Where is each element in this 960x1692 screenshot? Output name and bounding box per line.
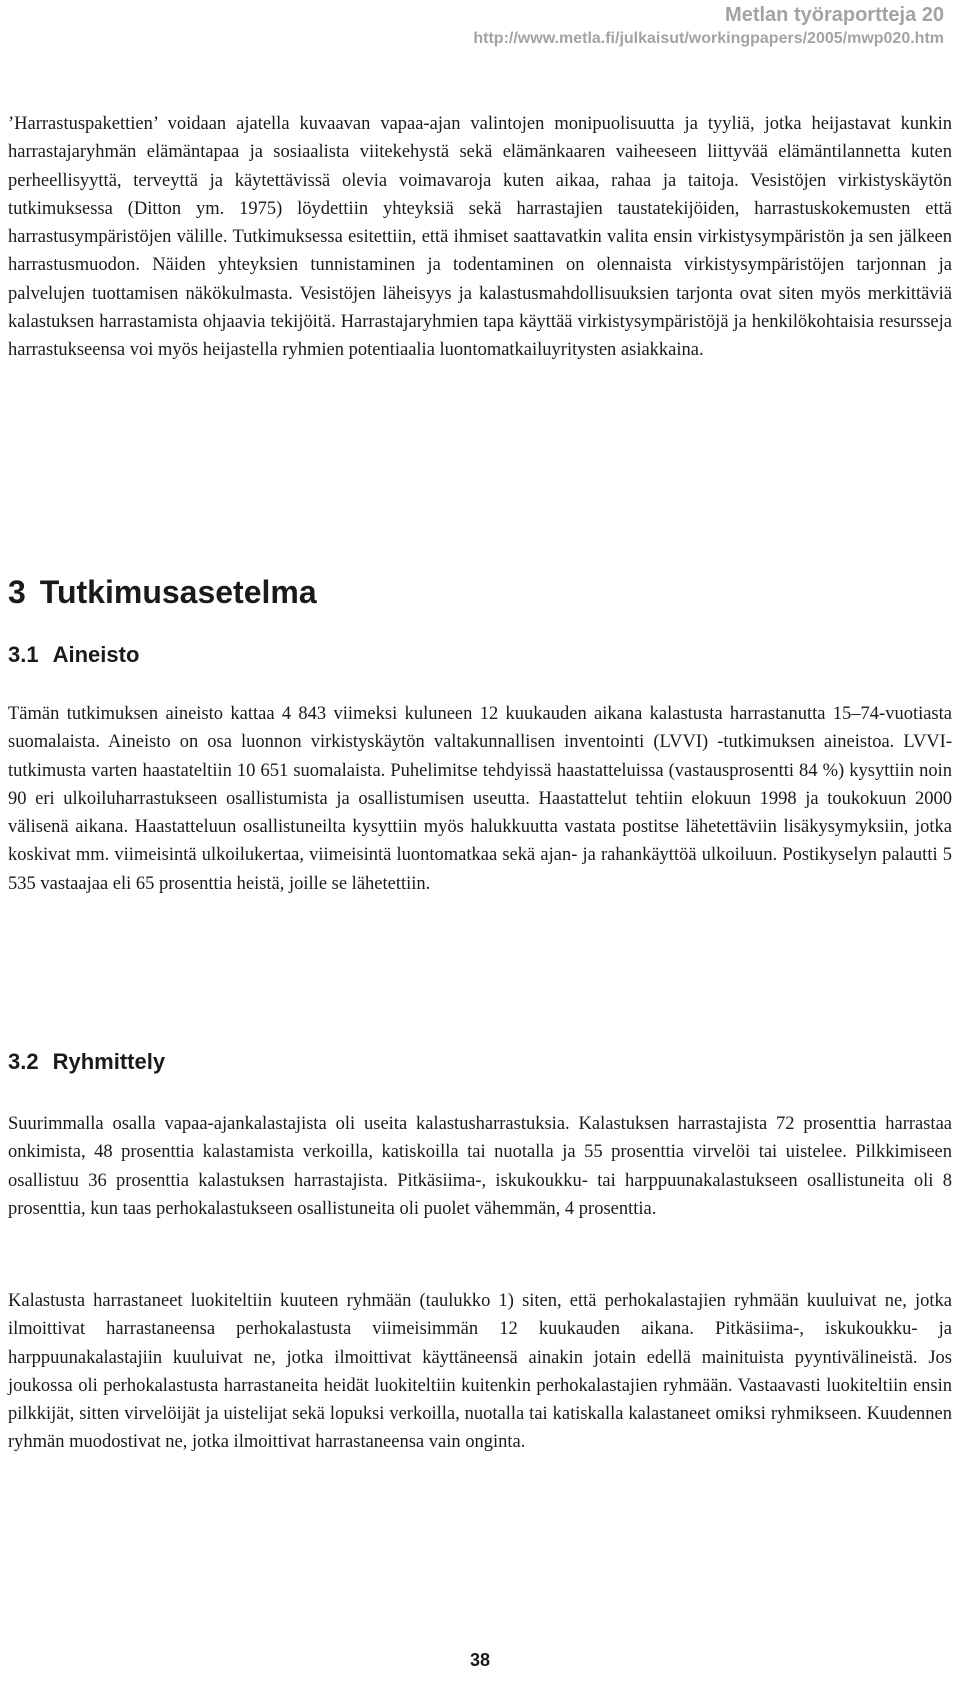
section-number: 3 bbox=[8, 574, 26, 610]
ryhmittely-paragraph-2: Kalastusta harrastaneet luokiteltiin kuuteen ryhmään (taulukko 1) siten, että perhokalastajien ryhmään kuuluivat ne, jotka ilmoittivat harrastaneensa perhokalastusta viimeisimmän 12 kuukauden aikana. Pitkäsiima-, iskukoukku- ja harppuunakalastajiin kuuluivat ne, jotka ilmoittivat käyttäneensä ainakin jotain edellä mainituista pyyntivälineistä. Jos joukossa oli perhokalastusta harrastaneita heidät luokiteltiin kuitenkin perhokalastajien ryhmään. Vastaavasti luokiteltiin ensin pilkkijät, sitten virvelöijät ja uistelijat sekä lopuksi verkoilla, nuotalla tai katiskalla kalastaneet omiksi ryhmikseen. Kuudennen ryhmän muodostivat ne, jotka ilmoittivat harrastaneensa vain onginta. bbox=[8, 1291, 952, 1453]
section-heading bbox=[8, 572, 317, 612]
subsection-number: 3.1 bbox=[8, 642, 39, 667]
series-title: Metlan työraportteja 20 bbox=[725, 4, 944, 26]
running-header bbox=[473, 2, 944, 50]
subsection-title: Aineisto bbox=[52, 642, 140, 667]
subsection-title: Ryhmittely bbox=[52, 1049, 166, 1074]
subsection-heading-ryhmittely bbox=[8, 1047, 165, 1077]
aineisto-paragraph: Tämän tutkimuksen aineisto kattaa 4 843 viimeksi kuluneen 12 kuukauden aikana kalastusta harrastanutta 15–74-vuotiasta suomalaista. Aineisto on osa luonnon virkistyskäytön valtakunnallisen inventointi (LVVI) -tutkimuksen aineistoa. LVVI-tutkimusta varten haastateltiin 10 651 suomalaista. Puhelimitse tehdyissä haastatteluissa (vastausprosentti 84 %) kysyttiin noin 90 eri ulkoiluharrastukseen osallistumista ja osallistumisen useutta. Haastattelut tehtiin elokuun 1998 ja toukokuun 2000 välisenä aikana. Haastatteluun osallistuneilta kysyttiin myös halukkuutta vastata postitse lähetettäviin lisäkysymyksiin, jotka koskivat mm. viimeisintä ulkoilukertaa, viimeisintä luontomatkaa sekä ajan- ja rahankäyttöä ulkoiluun. Postikyselyn palautti 5 535 vastaajaa eli 65 prosenttia heistä, joille se lähetettiin. bbox=[8, 704, 952, 894]
document-page bbox=[8, 0, 952, 1692]
ryhmittely-paragraph-1: Suurimmalla osalla vapaa-ajankalastajista oli useita kalastusharrastuksia. Kalastuksen harrastajista 72 prosenttia harrastaa onkimista, 48 prosenttia kalastamista verkoilla, katiskoilla tai nuotalla ja 55 prosenttia virvelöi tai uistelee. Pilkkimiseen osallistuu 36 prosenttia kalastuksen harrastajista. Pitkäsiima-, iskukoukku- tai harppuunakalastukseen osallistuneita oli 8 prosenttia, kun taas perhokalastukseen osallistuneita oli puolet vähemmän, 4 prosenttia. bbox=[8, 1114, 952, 1219]
subsection-heading-aineisto bbox=[8, 640, 139, 670]
subsection-number: 3.2 bbox=[8, 1049, 39, 1074]
section-title: Tutkimusasetelma bbox=[39, 574, 317, 610]
intro-paragraph: ’Harrastuspakettien’ voidaan ajatella kuvaavan vapaa-ajan valintojen monipuolisuutta ja tyyliä, jotka heijastavat kunkin harrastajaryhmän elämäntapaa ja sosiaalista viitekehystä sekä elämänkaaren vaiheeseen liittyvää elämäntilannetta kuten perheellisyyttä, terveyttä ja käytettävissä olevia voimavaroja kuten aikaa, rahaa ja taitoja. Vesistöjen virkistyskäytön tutkimuksessa (Ditton ym. 1975) löydettiin yhteyksiä sekä harrastajien taustatekijöiden, harrastuskokemusten että harrastusympäristöjen välille. Tutkimuksessa esitettiin, että ihmiset saattavatkin valita ensin virkistysympäristön ja sen jälkeen harrastusmuodon. Näiden yhteyksien tunnistaminen ja todentaminen on olennaista virkistysympäristöjen tarjonnan ja palvelujen tuottamisen näkökulmasta. Vesistöjen läheisyys ja kalastusmahdollisuuksien tarjonta ovat siten myös merkittäviä kalastuksen harrastamista ohjaavia tekijöitä. Harrastajaryhmien tapa käyttää virkistysympäristöjä ja henkilökohtaisia resursseja harrastukseensa voi myös heijastella ryhmien potentiaalia luontomatkailuyritysten asiakkaina. bbox=[8, 114, 952, 361]
page-number: 38 bbox=[469, 1650, 491, 1670]
publication-url[interactable]: http://www.metla.fi/julkaisut/workingpapers/2005/mwp020.htm bbox=[473, 30, 944, 47]
